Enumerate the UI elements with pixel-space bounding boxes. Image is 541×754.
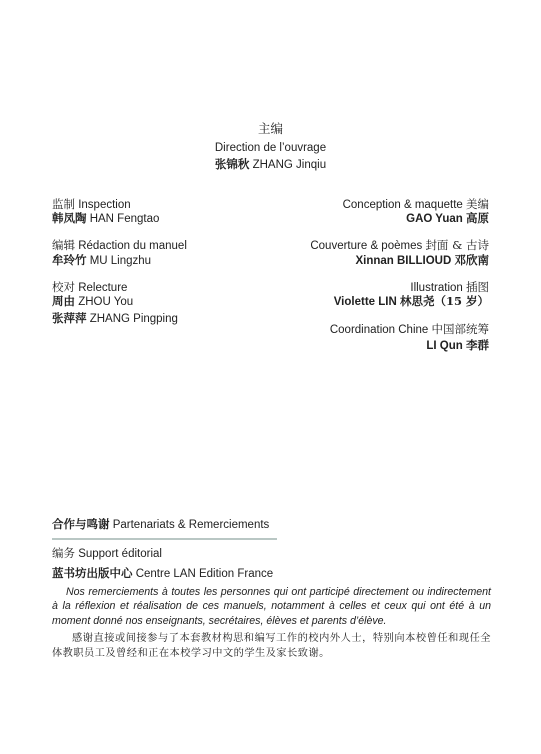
support-role-zh: 编务 [52,546,75,560]
relecture-role-label: Relecture [78,282,128,294]
section-divider [52,538,277,540]
coordination-role [330,322,489,337]
partners-heading-label: Partenariats & Remerciements [112,519,270,531]
conception-role-label: Conception & maquette [342,199,463,211]
illustration-person [334,294,489,309]
couverture-person-zh: 邓欣南 [454,253,489,267]
chief-editor-heading: 主编 [257,121,283,136]
publisher-name: Centre LAN Edition France [135,568,274,580]
support-role-label: Support éditorial [78,548,162,560]
inspection-role-zh: 监制 [52,197,75,211]
redaction-person-name: MU Lingzhu [89,255,152,267]
illustration-person-name: Violette LIN [333,296,397,308]
inspection-person [52,211,159,226]
relecture-person-2-zh: 张萍萍 [52,311,87,325]
illustration-person-zh: 林思尧（15 岁） [399,294,489,308]
redaction-role [52,238,187,253]
redaction-person [52,253,151,268]
relecture-person-1-zh: 周由 [52,294,75,308]
inspection-role [52,197,131,212]
thanks-paragraph-zh: 感谢直接或间接参与了本套教材构思和编写工作的校内外人士，特别向本校曾任和现任全体教职员工及曾经和正在本校学习中文的学生及家长致谢。 [52,633,491,659]
coordination-role-label: Coordination Chine [329,324,429,336]
illustration-role [410,280,489,295]
couverture-role-label: Couverture & poèmes [310,240,423,252]
coordination-person-zh: 李群 [466,338,489,352]
director-name-zh: 张锦秋 [214,157,250,171]
publisher-zh: 蓝书坊出版中心 [52,566,133,580]
couverture-role [310,238,489,253]
conception-role-zh: 美编 [466,197,489,211]
inspection-role-label: Inspection [78,199,131,211]
director-line [0,157,541,172]
conception-person-name: GAO Yuan [406,213,463,225]
relecture-person-1-name: ZHOU You [78,296,134,308]
inspection-person-name: HAN Fengtao [89,213,160,225]
conception-role [343,197,489,212]
couverture-role-zh: 封面 & 古诗 [425,238,489,252]
thanks-paragraph-fr: Nos remerciements à toutes les personnes qui ont participé directement ou indirectement à la réflexion et réalisation de ces manuels, notamment à celles et ceux qui ont été à un moment donné nos enseignants, secrétaires, élèves et parents d’élève. [52,586,491,627]
relecture-person-1 [52,294,133,309]
support-role [52,546,162,561]
relecture-person-2-name: ZHANG Pingping [89,313,178,325]
coordination-person-name: LI Qun [426,340,463,352]
redaction-role-label: Rédaction du manuel [78,240,187,252]
relecture-person-2 [52,311,178,326]
redaction-role-zh: 编辑 [52,238,75,252]
direction-label: Direction de l’ouvrage [214,142,327,154]
partners-heading-zh: 合作与鸣谢 [52,517,110,531]
couverture-person [355,253,489,268]
illustration-role-zh: 插图 [466,280,489,294]
coordination-person [426,338,489,353]
redaction-person-zh: 牟玲竹 [52,253,87,267]
director-name: ZHANG Jinqiu [252,159,327,171]
publisher-line [52,566,273,581]
relecture-role [52,280,127,295]
inspection-person-zh: 韩凤陶 [52,211,87,225]
illustration-role-label: Illustration [410,282,463,294]
relecture-role-zh: 校对 [52,280,75,294]
couverture-person-name: Xinnan BILLIOUD [355,255,452,267]
coordination-role-zh: 中国部统筹 [431,322,489,336]
conception-person [406,211,489,226]
partners-heading [52,517,269,532]
conception-person-zh: 高原 [466,211,489,225]
